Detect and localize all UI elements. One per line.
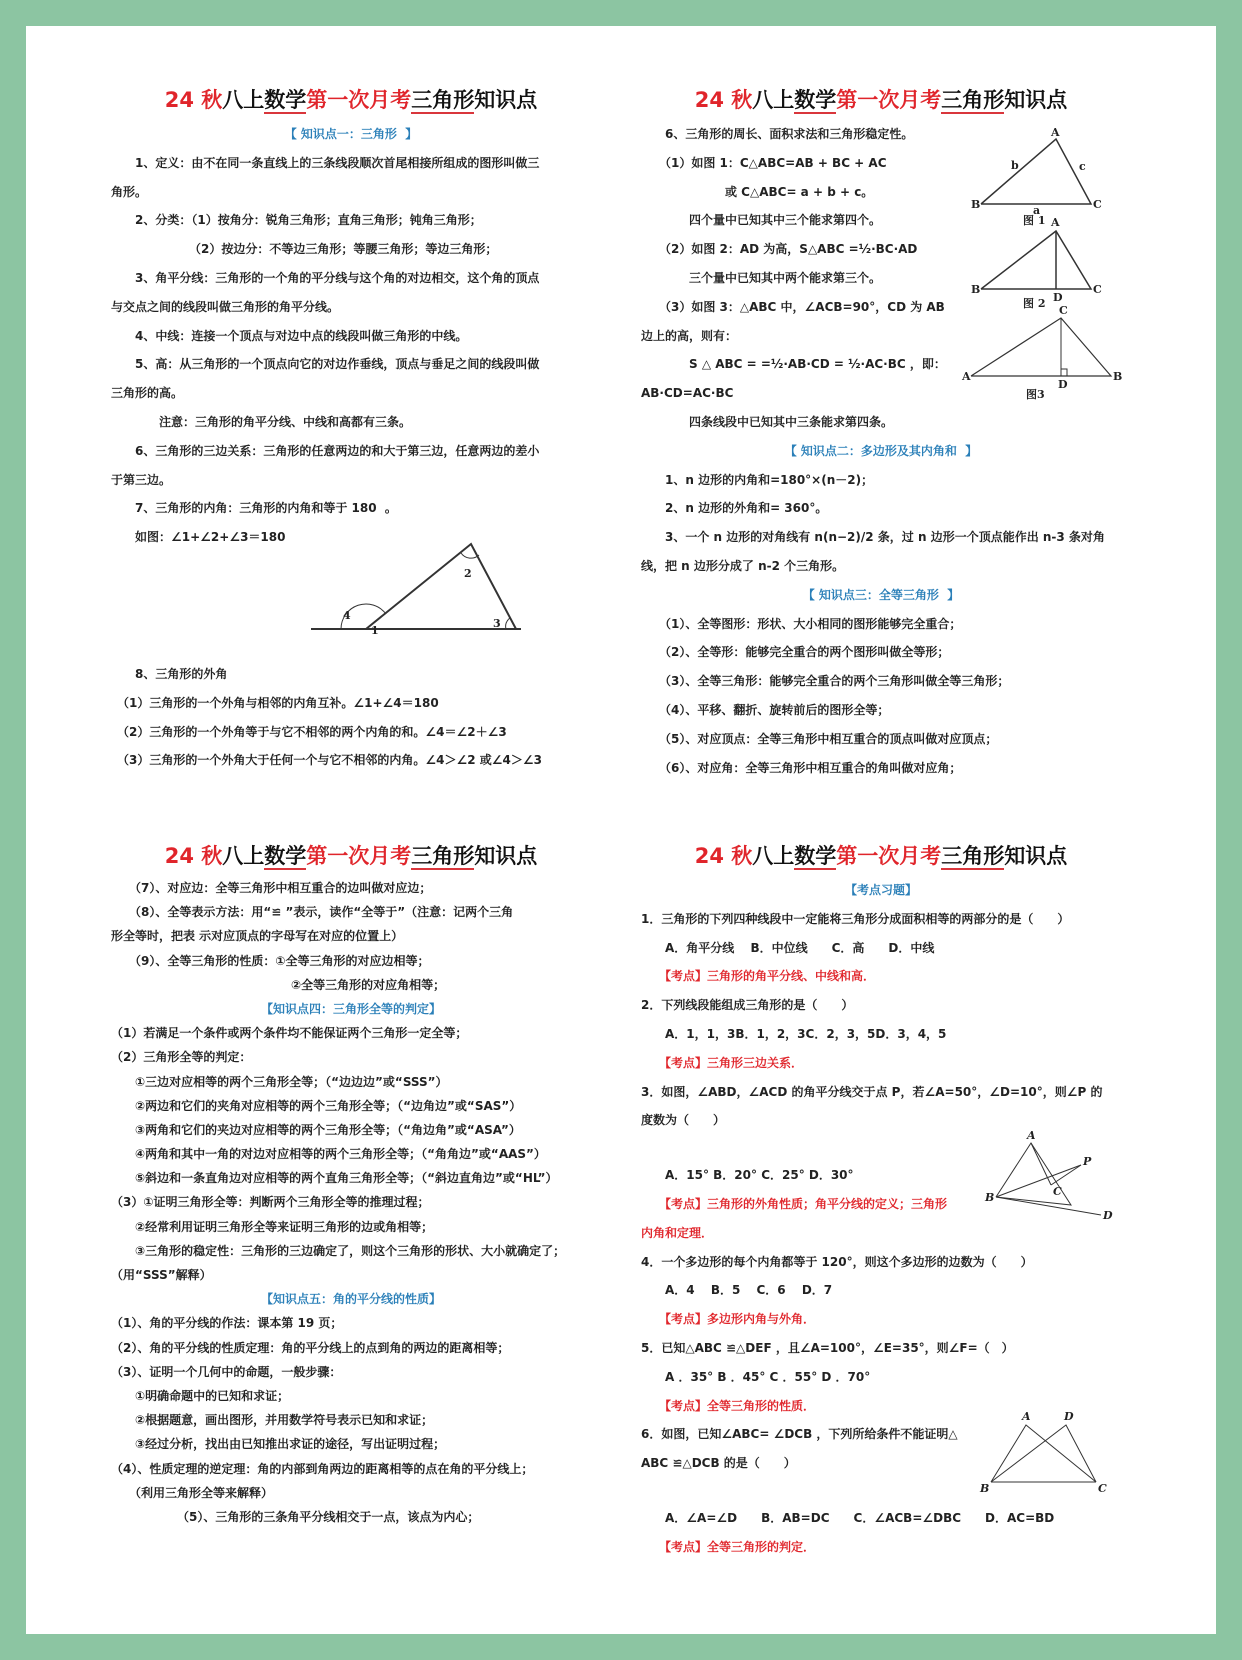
text-line: 2、n 边形的外角和= 360°。 — [641, 501, 828, 516]
text-line: （4）、平移、翻折、旋转前后的图形全等； — [641, 702, 890, 717]
text-line: 1、n 边形的内角和=180°×(n－2)； — [641, 472, 874, 487]
text-line: （5）、三角形的三条角平分线相交于一点，该点为内心； — [111, 1509, 480, 1524]
text-line: A．4 B．5 C．6 D．7 — [641, 1283, 833, 1298]
text-line: （2）如图 2：AD 为高，S△ABC =½·BC·AD — [641, 242, 918, 257]
question-6-figure — [980, 1410, 1116, 1500]
text-line: 线，把 n 边形分成了 n-2 个三角形。 — [641, 558, 845, 573]
text-line: （2）、全等形：能够完全重合的两个图形叫做全等形； — [641, 645, 950, 660]
section-heading: 【考点习题】 — [844, 883, 917, 897]
text-line: 3、一个 n 边形的对角线有 n(n−2)/2 条，过 n 边形一个顶点能作出 n-3 条对角 — [641, 530, 1105, 545]
text-line: 1．三角形的下列四种线段中一定能将三角形分成面积相等的两部分的是（ ） — [641, 911, 1070, 926]
title-part: 八上 — [752, 844, 795, 868]
exam-point-note: 【考点】全等三角形的性质． — [641, 1398, 816, 1413]
svg-text:A: A — [1051, 216, 1060, 229]
title-part: 第一次月考 — [306, 844, 412, 868]
exam-point-note: 【考点】三角形三边关系． — [641, 1055, 804, 1070]
text-line: 4、中线：连接一个顶点与对边中点的线段叫做三角形的中线。 — [111, 328, 468, 343]
section-heading: 【知识点四：三角形全等的判定】 — [260, 1001, 441, 1016]
text-line: 三个量中已知其中两个能求第三个。 — [641, 270, 882, 285]
page-content — [111, 876, 591, 1529]
title-part: 八上 — [752, 88, 795, 112]
text-line: 3．如图，∠ABD，∠ACD 的角平分线交于点 P，若∠A=50°，∠D=10°，则∠P 的 — [641, 1084, 1103, 1099]
text-line: 2、分类：（1）按角分：锐角三角形；直角三角形；钝角三角形； — [111, 213, 482, 228]
text-line: ABC ≌△DCB 的是（ ） — [641, 1456, 796, 1471]
text-line: 度数为（ ） — [641, 1113, 726, 1128]
text-line: 于第三边。 — [111, 472, 172, 487]
figure-label: 图 2 — [1023, 297, 1046, 310]
svg-text:2: 2 — [464, 567, 472, 580]
text-line: 7、三角形的内角：三角形的内角和等于 180 。 — [111, 501, 397, 516]
title-part: 第一次月考 — [306, 88, 412, 112]
text-line: （3）三角形的一个外角大于任何一个与它不相邻的内角。∠4＞∠2 或∠4＞∠3 — [111, 753, 542, 768]
text-line: A．1，1，3B．1，2，3C．2，3，5D．3，4，5 — [641, 1026, 947, 1041]
text-line: 注意：三角形的角平分线、中线和高都有三条。 — [111, 414, 412, 429]
svg-text:D: D — [1058, 378, 1068, 391]
exam-point-note: 【考点】多边形内角与外角． — [641, 1312, 816, 1327]
text-line: 8、三角形的外角 — [111, 666, 228, 681]
text-line: 四个量中已知其中三个能求第四个。 — [641, 213, 882, 228]
text-line: ②两边和它们的夹角对应相等的两个三角形全等；（“边角边”或“SAS”） — [111, 1098, 522, 1113]
text-line: （2）三角形的一个外角等于与它不相邻的两个内角的和。∠4＝∠2＋∠3 — [111, 724, 507, 739]
text-line: ②全等三角形的对应角相等； — [111, 977, 446, 992]
text-line: 6、三角形的三边关系：三角形的任意两边的和大于第三边，任意两边的差小 — [111, 443, 540, 458]
exam-point-note: 【考点】三角形的外角性质；角平分线的定义；三角形 — [641, 1196, 948, 1211]
svg-text:B: B — [971, 198, 981, 211]
text-line: 与交点之间的线段叫做三角形的角平分线。 — [111, 299, 340, 314]
title-part: 知识点 — [1004, 88, 1068, 112]
svg-text:C: C — [1093, 198, 1102, 211]
title-part: 24 秋 — [164, 844, 223, 868]
text-line: 角形。 — [111, 184, 148, 199]
svg-text:A: A — [962, 370, 971, 383]
text-line: （2）、角的平分线的性质定理：角的平分线上的点到角的两边的距离相等； — [111, 1340, 510, 1355]
svg-text:1: 1 — [371, 624, 379, 637]
title-part: 第一次月考 — [836, 844, 942, 868]
text-line: 6．如图，已知∠ABC= ∠DCB ，下列所给条件不能证明△ — [641, 1427, 958, 1442]
svg-text:A: A — [1051, 126, 1060, 139]
text-line: （5）、对应顶点：全等三角形中相互重合的顶点叫做对应顶点； — [641, 731, 998, 746]
text-line: 或 C△ABC= a + b + c。 — [641, 184, 874, 199]
text-line: ③三角形的稳定性：三角形的三边确定了，则这个三角形的形状、大小就确定了； — [111, 1243, 566, 1258]
text-line: 1、定义：由不在同一条直线上的三条线段顺次首尾相接所组成的图形叫做三 — [111, 155, 540, 170]
text-line: 四条线段中已知其中三条能求第四条。 — [641, 414, 894, 429]
triangle-angle-figure — [311, 539, 531, 639]
svg-text:b: b — [1011, 159, 1019, 172]
svg-text:c: c — [1079, 160, 1086, 173]
svg-text:C: C — [1093, 283, 1102, 296]
text-line: （3）、证明一个几何中的命题，一般步骤： — [111, 1364, 342, 1379]
page-2 — [641, 84, 1121, 782]
exam-point-note: 内角和定理． — [641, 1225, 714, 1240]
text-line: （1）、角的平分线的作法：课本第 19 页； — [111, 1316, 343, 1331]
page-content — [111, 120, 591, 775]
figure-3-right-triangle — [962, 304, 1126, 406]
svg-text:B: B — [1113, 370, 1123, 383]
text-line: S △ ABC = =½·AB·CD = ½·AC·BC ，即： — [641, 357, 946, 372]
text-line: 5．已知△ABC ≌△DEF ，且∠A=100°，∠E=35°，则∠F=（ ） — [641, 1340, 1014, 1355]
text-line: ③两角和它们的夹边对应相等的两个三角形全等；（“角边角”或“ASA”） — [111, 1122, 521, 1137]
text-line: （7）、对应边：全等三角形中相互重合的边叫做对应边； — [111, 881, 432, 895]
text-line: （6）、对应角：全等三角形中相互重合的角叫做对应角； — [641, 760, 962, 775]
section-heading: 【 知识点一：三角形 】 — [284, 127, 418, 141]
text-line: A．15° B．20° C．25° D．30° — [641, 1168, 854, 1183]
text-line: （用“SSS”解释） — [111, 1268, 212, 1282]
svg-text:A: A — [1027, 1129, 1036, 1142]
text-line: A．角平分线 B．中位线 C．高 D．中线 — [641, 940, 935, 955]
section-heading: 【 知识点二：多边形及其内角和 】 — [784, 443, 978, 458]
text-line: A ．35° B ．45° C ．55° D ．70° — [641, 1369, 871, 1384]
title-part: 知识点 — [474, 844, 538, 868]
text-line: （1）、全等图形：形状、大小相同的图形能够完全重合； — [641, 616, 962, 631]
text-line: （2）按边分：不等边三角形；等腰三角形；等边三角形； — [111, 242, 498, 257]
svg-text:D: D — [1103, 1209, 1113, 1222]
text-line: （3）①证明三角形全等：判断两个三角形全等的推理过程； — [111, 1195, 430, 1210]
text-line: A．∠A=∠D B．AB=DC C．∠ACB=∠DBC D．AC=BD — [641, 1510, 1055, 1525]
text-line: ②根据题意，画出图形，并用数学符号表示已知和求证； — [111, 1413, 434, 1428]
text-line: 4．一个多边形的每个内角都等于 120°，则这个多边形的边数为（ ） — [641, 1254, 1033, 1269]
svg-text:D: D — [1053, 291, 1063, 304]
page-title — [641, 84, 1121, 120]
text-line: （8）、全等表示方法：用“≌ ”表示，读作“全等于”（注意：记两个三角 — [111, 905, 514, 920]
text-line: ②经常利用证明三角形全等来证明三角形的边或角相等； — [111, 1219, 434, 1234]
title-part: 数学 — [794, 844, 837, 868]
svg-text:C: C — [1098, 1482, 1107, 1495]
section-heading: 【 知识点三：全等三角形 】 — [802, 587, 960, 602]
text-line: （3）、全等三角形：能够完全重合的两个三角形叫做全等三角形； — [641, 674, 1010, 689]
text-line: （1）如图 1：C△ABC=AB + BC + AC — [641, 155, 887, 170]
text-line: ③经过分析，找出由已知推出求证的途径，写出证明过程； — [111, 1437, 446, 1452]
text-line: 边上的高，则有： — [641, 328, 738, 343]
svg-text:3: 3 — [493, 617, 501, 630]
question-3-figure — [985, 1129, 1121, 1235]
figure-label: 图3 — [1026, 388, 1045, 401]
title-part: 24 秋 — [694, 88, 753, 112]
title-part: 知识点 — [474, 88, 538, 112]
title-part: 数学 — [794, 88, 837, 112]
text-line: 如图：∠1+∠2+∠3＝180 — [111, 530, 286, 545]
text-line: （2）三角形全等的判定： — [111, 1050, 252, 1065]
figure-1-triangle — [971, 126, 1121, 227]
text-line: （1）三角形的一个外角与相邻的内角互补。∠1+∠4＝180 — [111, 695, 439, 710]
page-1 — [111, 84, 591, 775]
title-part: 三角形 — [941, 844, 1005, 868]
page-title — [111, 840, 591, 876]
text-line: ①三边对应相等的两个三角形全等；（“边边边”或“SSS”） — [111, 1074, 448, 1089]
text-line: AB·CD=AC·BC — [641, 386, 734, 401]
title-part: 八上 — [222, 88, 265, 112]
page-3 — [111, 840, 591, 1529]
title-part: 三角形 — [941, 88, 1005, 112]
page-title — [641, 840, 1121, 876]
text-line: 三角形的高。 — [111, 386, 184, 401]
svg-text:B: B — [985, 1191, 995, 1204]
title-part: 数学 — [264, 844, 307, 868]
text-line: 2．下列线段能组成三角形的是（ ） — [641, 998, 854, 1013]
svg-text:B: B — [980, 1482, 990, 1495]
svg-text:P: P — [1083, 1155, 1092, 1168]
text-line: （3）如图 3：△ABC 中，∠ACB=90°，CD 为 AB — [641, 299, 945, 314]
svg-text:4: 4 — [343, 609, 351, 622]
text-line: ④两角和其中一角的对边对应相等的两个三角形全等；（“角角边”或“AAS”） — [111, 1147, 546, 1162]
svg-text:C: C — [1053, 1185, 1062, 1198]
svg-text:B: B — [971, 283, 981, 296]
text-line: 5、高：从三角形的一个顶点向它的对边作垂线，顶点与垂足之间的线段叫做 — [111, 357, 540, 372]
text-line: ①明确命题中的已知和求证； — [111, 1388, 290, 1403]
text-line: （利用三角形全等来解释） — [111, 1485, 274, 1500]
text-line: （1）若满足一个条件或两个条件均不能保证两个三角形一定全等； — [111, 1026, 468, 1041]
svg-text:a: a — [1033, 204, 1041, 217]
page-4 — [641, 840, 1121, 1562]
figure-label: 图 1 — [1023, 214, 1046, 227]
title-part: 八上 — [222, 844, 265, 868]
text-line: （9）、全等三角形的性质：①全等三角形的对应边相等； — [111, 953, 430, 968]
svg-text:C: C — [1059, 304, 1068, 317]
svg-text:D: D — [1064, 1410, 1074, 1423]
section-heading: 【知识点五：角的平分线的性质】 — [260, 1292, 441, 1307]
text-line: 形全等时，把表 示对应顶点的字母写在对应的位置上） — [111, 929, 404, 944]
title-part: 三角形 — [411, 844, 475, 868]
text-line: （4）、性质定理的逆定理：角的内部到角两边的距离相等的点在角的平分线上； — [111, 1461, 534, 1476]
document-sheet — [26, 26, 1216, 1634]
text-line: ⑤斜边和一条直角边对应相等的两个直角三角形全等；（“斜边直角边”或“HL”） — [111, 1171, 558, 1186]
page-title — [111, 84, 591, 120]
title-part: 第一次月考 — [836, 88, 942, 112]
exam-point-note: 【考点】三角形的角平分线、中线和高． — [641, 969, 876, 984]
text-line: 3、角平分线：三角形的一个角的平分线与这个角的对边相交，这个角的顶点 — [111, 270, 540, 285]
title-part: 三角形 — [411, 88, 475, 112]
title-part: 数学 — [264, 88, 307, 112]
svg-text:A: A — [1022, 1410, 1031, 1423]
text-line: 6、三角形的周长、面积求法和三角形稳定性。 — [641, 127, 914, 141]
exam-point-note: 【考点】全等三角形的判定． — [641, 1539, 816, 1554]
title-part: 24 秋 — [694, 844, 753, 868]
title-part: 24 秋 — [164, 88, 223, 112]
title-part: 知识点 — [1004, 844, 1068, 868]
